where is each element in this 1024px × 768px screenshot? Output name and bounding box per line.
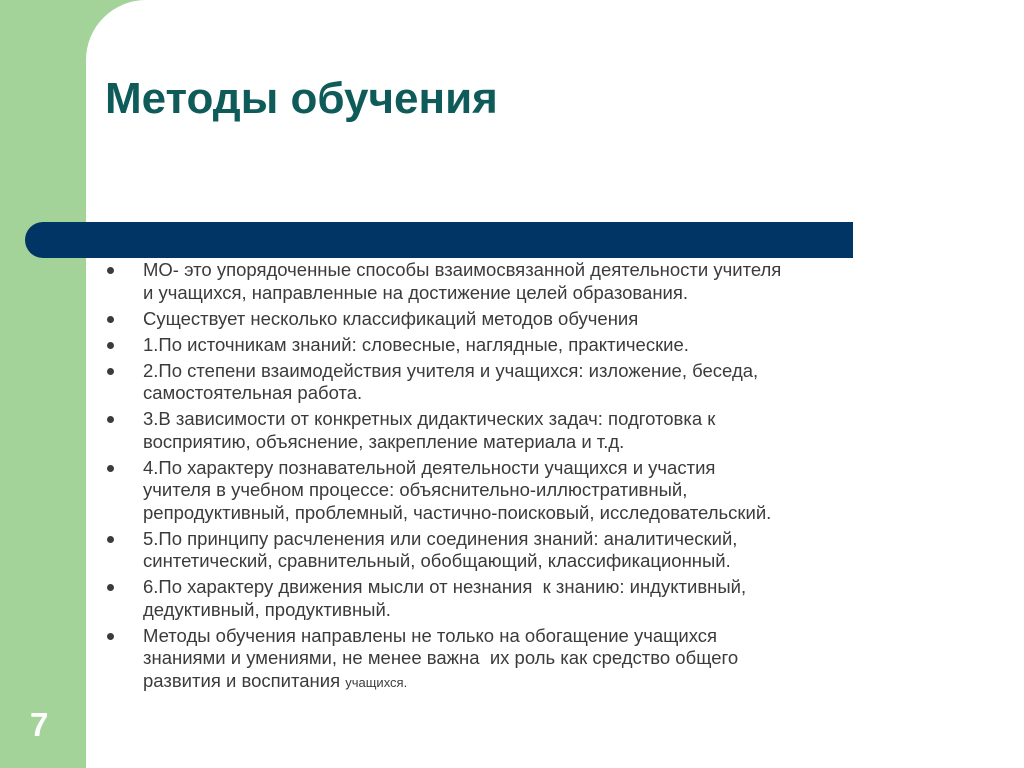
bullet-item xyxy=(104,360,904,405)
bullet-list xyxy=(104,259,904,698)
bullet-text: дедуктивный, продуктивный. xyxy=(143,598,391,620)
bullet-text: 3.В зависимости от конкретных дидактических задач: подготовка к xyxy=(143,408,716,429)
bullet-text: и учащихся, направленные на достижение целей образования. xyxy=(143,281,689,303)
bullet-item xyxy=(104,457,904,525)
bullet-icon xyxy=(107,368,114,375)
bullet-text: 1.По источникам знаний: словесные, наглядные, практические. xyxy=(143,333,689,355)
bullet-text: развития и воспитания xyxy=(143,669,341,691)
bullet-text: Методы обучения направлены не только на обогащение учащихся xyxy=(143,624,718,646)
bullet-item xyxy=(104,408,904,453)
slide-title: Методы обучения xyxy=(105,74,498,123)
bullet-text: 5.По принципу расчленения или соединения знаний: аналитический, xyxy=(143,527,738,549)
bullet-text-small: учащихся. xyxy=(345,674,408,690)
bullet-icon xyxy=(107,416,114,423)
bullet-text: синтетический, сравнительный, обобщающий, классификационный. xyxy=(143,550,731,571)
bullet-icon xyxy=(107,267,114,274)
bullet-text: Существует несколько классификаций методов обучения xyxy=(143,307,639,329)
bullet-item xyxy=(104,625,904,695)
bullet-text: учителя в учебном процессе: объяснительно-иллюстративный, xyxy=(143,479,688,500)
bullet-icon xyxy=(107,465,114,472)
bullet-text: самостоятельная работа. xyxy=(143,382,363,403)
bullet-item xyxy=(104,528,904,573)
bullet-icon xyxy=(107,633,114,640)
bullet-text: восприятию, объяснение, закрепление материала и т.д. xyxy=(143,430,625,452)
bullet-text: 2.По степени взаимодействия учителя и учащихся: изложение, беседа, xyxy=(143,359,759,381)
bullet-text: знаниями и умениями, не менее важна их роль как средство общего xyxy=(143,647,739,668)
bullet-text: репродуктивный, проблемный, частично-поисковый, исследовательский. xyxy=(143,501,772,523)
bullet-icon xyxy=(107,584,114,591)
bullet-icon xyxy=(107,342,114,349)
decorative-bar xyxy=(25,222,853,258)
bullet-icon xyxy=(107,536,114,543)
left-green-strip xyxy=(0,0,86,768)
bullet-item xyxy=(104,308,904,331)
slide-number: 7 xyxy=(30,706,49,743)
bullet-item xyxy=(104,259,904,304)
bullet-text: МО- это упорядоченные способы взаимосвязанной деятельности учителя xyxy=(143,259,782,280)
bullet-text: 6.По характеру движения мысли от незнания к знанию: индуктивный, xyxy=(143,576,747,597)
bullet-text: 4.По характеру познавательной деятельности учащихся и участия xyxy=(143,456,716,478)
bullet-icon xyxy=(107,316,114,323)
bullet-item xyxy=(104,576,904,621)
bullet-item xyxy=(104,334,904,357)
